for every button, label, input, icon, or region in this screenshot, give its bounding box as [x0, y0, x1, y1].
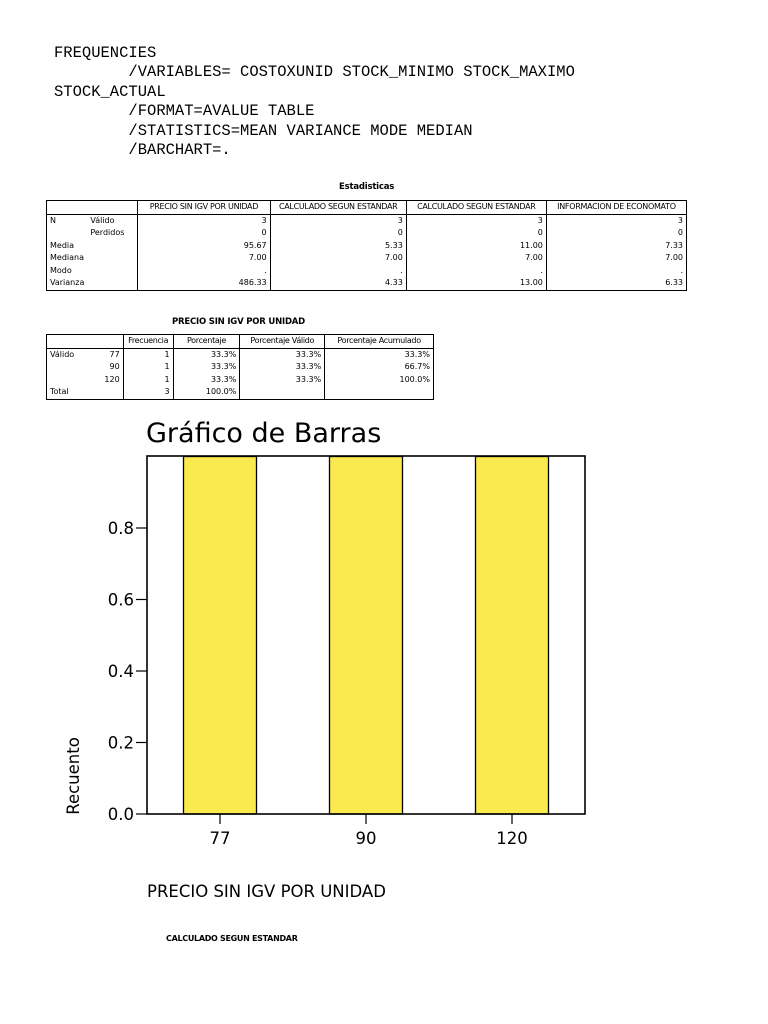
stats-row-label: Mediana: [47, 252, 88, 265]
freq-cell: 100.0%: [173, 386, 240, 399]
y-tick-label: 0.8: [107, 519, 134, 538]
stats-cell: 5.33: [270, 240, 406, 253]
stats-cell: 0: [138, 227, 270, 240]
stats-row-sublabel: Válido: [87, 214, 137, 227]
stats-table-title: Estadisticas: [339, 182, 395, 192]
freq-row-label: Total: [47, 386, 85, 399]
stats-cell: 4.33: [270, 277, 406, 290]
stats-cell: .: [138, 265, 270, 278]
freq-cell: 33.3%: [325, 348, 434, 361]
freq-cell: 1: [123, 348, 173, 361]
freq-column-header: Porcentaje: [173, 335, 240, 349]
freq-cell: 33.3%: [240, 361, 325, 374]
freq-cell: 1: [123, 361, 173, 374]
x-tick-label: 90: [355, 829, 377, 848]
stats-row-label: Varianza: [47, 277, 88, 290]
stats-cell: 11.00: [406, 240, 546, 253]
stats-cell: 3: [406, 214, 546, 227]
bar: [330, 457, 403, 815]
freq-row-sublabel: 90: [84, 361, 123, 374]
stats-cell: 7.00: [138, 252, 270, 265]
stats-cell: 7.00: [270, 252, 406, 265]
freq-cell: 33.3%: [173, 348, 240, 361]
bar: [184, 457, 257, 815]
freq-cell: 66.7%: [325, 361, 434, 374]
stats-cell: 3: [546, 214, 686, 227]
syntax-block: FREQUENCIES /VARIABLES= COSTOXUNID STOCK_MINIMO STOCK_MAXIMO STOCK_ACTUAL /FORMAT=AVALUE TABLE /STATISTICS=MEAN VARIANCE MODE MEDIAN /BARCHART=.: [54, 44, 575, 160]
freq-cell: 3: [123, 386, 173, 399]
stats-cell: 486.33: [138, 277, 270, 290]
freq-cell: 100.0%: [325, 374, 434, 387]
freq-cell: 33.3%: [173, 361, 240, 374]
freq-table-title: PRECIO SIN IGV POR UNIDAD: [172, 317, 306, 327]
x-tick-label: 120: [496, 829, 528, 848]
freq-column-header: Porcentaje Válido: [240, 335, 325, 349]
stats-column-header: PRECIO SIN IGV POR UNIDAD: [138, 201, 270, 215]
y-tick-label: 0.6: [107, 590, 134, 610]
stats-column-header: CALCULADO SEGUN ESTANDAR: [406, 201, 546, 215]
freq-row-sublabel: 77: [84, 348, 123, 361]
freq-cell: 33.3%: [240, 374, 325, 387]
freq-row-sublabel: 120: [84, 374, 123, 387]
y-tick-label: 0.2: [107, 733, 134, 753]
y-tick-label: 0.4: [107, 662, 134, 681]
stats-cell: 6.33: [546, 277, 686, 290]
x-axis-label: PRECIO SIN IGV POR UNIDAD: [147, 882, 386, 901]
stats-row-label: Media: [47, 240, 88, 253]
stats-cell: 0: [270, 227, 406, 240]
stats-cell: 0: [406, 227, 546, 240]
stats-row-label: N: [47, 214, 88, 227]
stats-cell: 0: [546, 227, 686, 240]
stats-column-header: INFORMACION DE ECONOMATO: [546, 201, 686, 215]
x-tick-label: 77: [209, 829, 231, 848]
stats-cell: 95.67: [138, 240, 270, 253]
stats-cell: .: [406, 265, 546, 278]
stats-column-header: CALCULADO SEGUN ESTANDAR: [270, 201, 406, 215]
freq-cell: 33.3%: [173, 374, 240, 387]
freq-column-header: Porcentaje Acumulado: [325, 335, 434, 349]
bar: [476, 457, 549, 815]
freq-column-header: Frecuencia: [123, 335, 173, 349]
stats-cell: .: [270, 265, 406, 278]
next-table-title: CALCULADO SEGUN ESTANDAR: [166, 934, 298, 943]
y-axis-label: Recuento: [64, 737, 83, 815]
stats-row-label: Modo: [47, 265, 88, 278]
stats-cell: 7.00: [546, 252, 686, 265]
stats-cell: 3: [270, 214, 406, 227]
y-tick-label: 0.0: [107, 805, 134, 824]
chart-title: Gráfico de Barras: [146, 418, 382, 449]
freq-cell: 1: [123, 374, 173, 387]
stats-cell: 7.33: [546, 240, 686, 253]
stats-cell: .: [546, 265, 686, 278]
stats-cell: 13.00: [406, 277, 546, 290]
stats-row-sublabel: Perdidos: [87, 227, 137, 240]
stats-cell: 7.00: [406, 252, 546, 265]
freq-cell: 33.3%: [240, 348, 325, 361]
stats-cell: 3: [138, 214, 270, 227]
freq-row-label: Válido: [47, 348, 85, 361]
